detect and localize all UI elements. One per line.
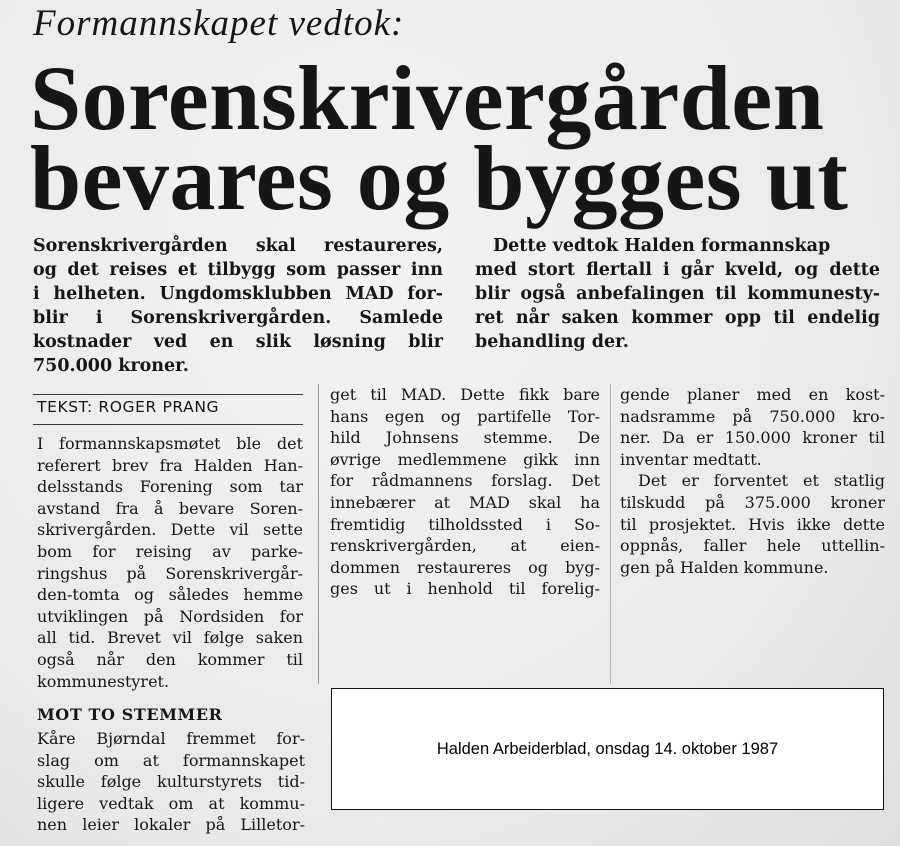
lead-line: ret når saken kommer opp til endelig [475, 308, 880, 328]
body-column-2 [330, 384, 600, 600]
lead-line: med stort flertall i går kveld, og dette [475, 260, 880, 280]
lead-line: kostnader ved en slik løsning blir [33, 332, 443, 352]
body-line: I formannskapsmøtet ble det [37, 434, 303, 453]
body-line: Kåre Bjørndal fremmet for- [37, 729, 305, 748]
source-caption: Halden Arbeiderblad, onsdag 14. oktober 1987 [436, 739, 779, 758]
body-line: bom for reising av parke- [37, 541, 303, 561]
body-column-1-continued [37, 728, 305, 836]
lead-line: Dette vedtok Halden formannskap [493, 236, 831, 256]
body-line: til prosjektet. Hvis ikke dette [620, 514, 885, 534]
kicker: Formannskapet vedtok: [33, 3, 405, 44]
byline: TEKST: ROGER PRANG [37, 398, 220, 416]
body-line: get til MAD. Dette fikk bare [330, 385, 600, 404]
column-divider [610, 384, 611, 684]
body-line: all tid. Brevet vil følge saken [37, 628, 303, 648]
body-line: referert brev fra Halden Han- [37, 455, 303, 475]
body-line: også når den kommer til [37, 649, 303, 669]
body-line: tilskudd på 375.000 kroner [620, 492, 885, 512]
body-line: ringshus på Sorenskrivergår- [37, 563, 303, 583]
column-divider [318, 384, 319, 684]
body-line: ner. Da er 150.000 kroner til [620, 428, 885, 448]
body-line: inventar medtatt. [620, 449, 762, 469]
body-line: Det er forventet et statlig [638, 471, 885, 491]
body-line: hild Johnsens stemme. De [330, 428, 600, 448]
byline-rule-top [33, 394, 303, 395]
body-line: avstand fra å bevare Soren- [37, 498, 303, 518]
body-line: den-tomta og således hemme [37, 585, 303, 605]
body-line: nen leier lokaler på Lilletor- [37, 815, 305, 835]
source-caption-box [331, 688, 884, 810]
body-line: renskrivergården, at eien- [330, 536, 600, 556]
lead-line: i helheten. Ungdomsklubben MAD for- [33, 284, 443, 304]
body-line: kommunestyret. [37, 671, 170, 691]
body-line: hans egen og partifelle Tor- [330, 406, 600, 426]
lead-line: og det reises et tilbygg som passer inn [33, 260, 443, 280]
headline-line-1: Sorenskrivergården [30, 47, 825, 149]
lead-line: 750.000 kroner. [33, 356, 189, 376]
body-line: øvrige medlemmene gikk inn [330, 449, 600, 469]
body-line: slag om at formannskapet [37, 750, 305, 770]
body-line: utviklingen på Nordsiden for [37, 606, 303, 626]
lead-line: Sorenskrivergården skal restaureres, [33, 236, 443, 256]
body-line: gende planer med en kost- [620, 385, 885, 404]
headline-line-2: bevares og bygges ut [30, 127, 849, 229]
body-line: innebærer at MAD skal ha [330, 492, 600, 512]
byline-rule-bottom [33, 424, 303, 425]
body-line: oppnås, faller hele uttellin- [620, 536, 885, 556]
lead-line: blir også anbefalingen til kommunesty- [475, 284, 880, 304]
body-line: gen på Halden kommune. [620, 557, 829, 577]
lead-line: blir i Sorenskrivergården. Samlede [33, 308, 443, 328]
body-column-1 [37, 433, 303, 692]
body-line: fremtidig tilholdssted i So- [330, 514, 600, 534]
body-column-3 [620, 384, 885, 578]
body-line: ligere vedtak om at kommu- [37, 793, 305, 813]
body-line: skulle følge kulturstyrets tid- [37, 772, 305, 792]
lead-line: behandling der. [475, 332, 629, 352]
body-line: delsstands Forening som tar [37, 477, 303, 497]
body-line: dommen restaureres og byg- [330, 557, 600, 577]
lead-paragraph-left [33, 234, 443, 378]
subheading: MOT TO STEMMER [37, 705, 223, 724]
body-line: skrivergården. Dette vil sette [37, 520, 303, 540]
body-line: ges ut i henhold til forelig- [330, 579, 600, 599]
body-line: for rådmannens forslag. Det [330, 471, 600, 491]
body-line: nadsramme på 750.000 kro- [620, 406, 885, 426]
lead-paragraph-right [475, 234, 880, 354]
